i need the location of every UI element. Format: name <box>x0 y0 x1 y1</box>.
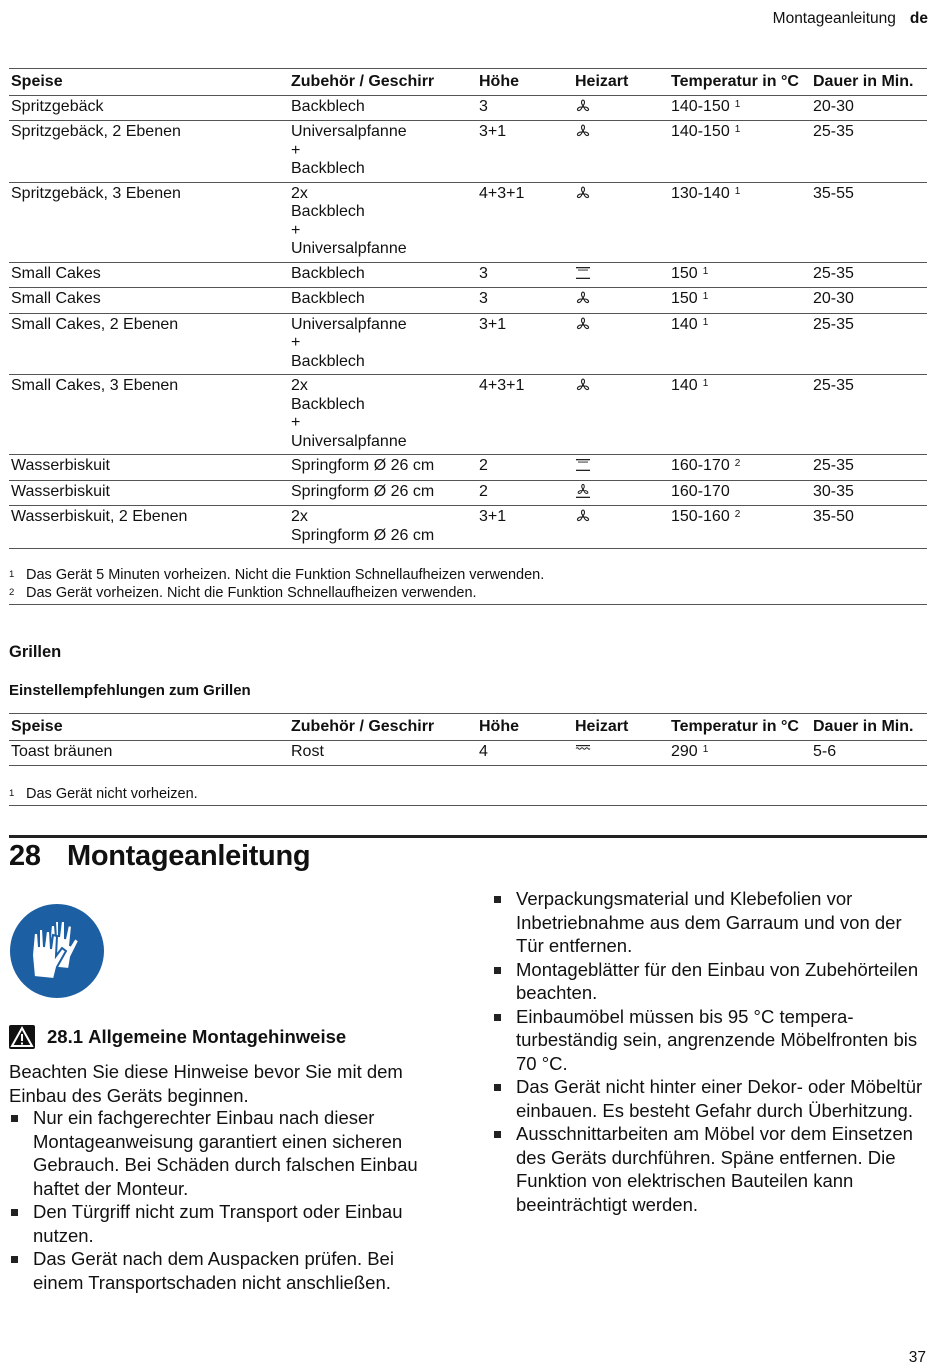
footnote-text: Das Gerät nicht vorheizen. <box>26 786 198 802</box>
zubehoer-line: + <box>291 221 301 239</box>
zubehoer-line: Backblech <box>291 160 365 177</box>
table-row <box>9 506 927 549</box>
cell-zubehoer <box>289 375 477 455</box>
grill-table-footnotes <box>9 785 927 806</box>
section-title-text: Montageanleitung <box>67 840 311 872</box>
temperature-value: 150 <box>671 264 698 282</box>
cell-temperatur <box>669 506 811 549</box>
cell-hoehe: 3+1 <box>477 121 573 183</box>
cell-heizart <box>573 375 669 455</box>
fan-heating-icon <box>575 377 591 393</box>
temperature-value: 150-160 <box>671 508 730 525</box>
zubehoer-line: Backblech <box>291 203 365 220</box>
footnote <box>9 584 927 602</box>
wear-gloves-icon <box>9 903 105 999</box>
table-row <box>9 480 927 506</box>
cell-speise: Toast bräunen <box>9 740 289 766</box>
intro-text: Beachten Sie diese Hinweise bevor Sie mit dem Einbau des Geräts beginnen. <box>9 1061 403 1106</box>
cell-temperatur <box>669 121 811 183</box>
cell-zubehoer <box>289 313 477 375</box>
subsection-title: Allgemeine Montagehinweise <box>88 1026 347 1047</box>
fan-bottom-heat-icon <box>575 483 591 499</box>
footnote-ref: 1 <box>702 378 709 389</box>
footnote <box>9 566 927 584</box>
zubehoer-line: Universalpfanne <box>291 315 407 333</box>
cell-speise: Wasserbiskuit <box>9 480 289 506</box>
zubehoer-line: Backblech <box>291 395 365 413</box>
temperature-value: 160-170 <box>671 457 730 474</box>
zubehoer-line: Backblech <box>291 97 365 115</box>
left-bullet-list <box>9 1106 449 1294</box>
cell-heizart <box>573 506 669 549</box>
section-rule <box>9 835 927 838</box>
cell-temperatur <box>669 455 811 481</box>
table-row <box>9 313 927 375</box>
cell-heizart <box>573 262 669 288</box>
zubehoer-line: + <box>291 141 301 159</box>
footnote-ref: 1 <box>702 743 709 755</box>
cell-zubehoer <box>289 182 477 262</box>
temperature-value: 150 <box>671 290 698 307</box>
cell-hoehe: 2 <box>477 480 573 506</box>
temperature-value: 160-170 <box>671 482 730 500</box>
table-row <box>9 95 927 121</box>
cell-dauer: 35-55 <box>811 182 927 262</box>
footnote-ref: 2 <box>734 509 741 520</box>
zubehoer-line: Springform Ø 26 cm <box>291 457 435 474</box>
top-bottom-heat-icon <box>575 265 591 281</box>
table-row <box>9 288 927 314</box>
cell-dauer: 20-30 <box>811 288 927 314</box>
cell-speise: Spritzgebäck, 2 Ebenen <box>9 121 289 183</box>
cell-hoehe: 2 <box>477 455 573 481</box>
cell-zubehoer <box>289 455 477 481</box>
page-number: 37 <box>908 1349 926 1366</box>
zubehoer-line: + <box>291 334 301 351</box>
footnote-number: 2 <box>9 587 15 598</box>
cell-dauer: 25-35 <box>811 455 927 481</box>
grillen-subheading: Einstellempfehlungen zum Grillen <box>9 682 251 699</box>
temperature-value: 140-150 <box>671 97 730 115</box>
zubehoer-line: Rost <box>291 742 324 760</box>
cell-heizart <box>573 455 669 481</box>
cell-hoehe: 3 <box>477 95 573 121</box>
column-header: Temperatur in °C <box>669 69 811 96</box>
baking-table-footnotes <box>9 566 927 605</box>
temperature-value: 140 <box>671 377 698 394</box>
column-header: Zubehör / Geschirr <box>289 714 477 741</box>
bullet-item: Montageblätter für den Einbau von Zubehörteilen beachten. <box>492 958 928 1005</box>
cell-heizart <box>573 182 669 262</box>
cell-zubehoer <box>289 288 477 314</box>
header-lang: de <box>909 10 928 27</box>
bullet-item: Das Gerät nach dem Auspacken prüfen. Bei einem Transportschaden nicht anschließen. <box>9 1247 449 1294</box>
cell-heizart <box>573 121 669 183</box>
table-row <box>9 740 927 766</box>
subsection-heading <box>9 1025 346 1049</box>
footnote-ref: 1 <box>734 98 741 110</box>
full-grill-icon <box>575 743 591 759</box>
cell-speise: Small Cakes <box>9 262 289 288</box>
column-header: Speise <box>9 714 289 741</box>
table-row <box>9 182 927 262</box>
section-number: 28 <box>9 840 41 872</box>
zubehoer-line: Universalpfanne <box>291 123 407 140</box>
bullet-item: Verpackungsmaterial und Klebefolien vor Inbetriebnahme aus dem Garraum und von der Tür entfernen. <box>492 887 928 958</box>
table-row <box>9 121 927 183</box>
cell-dauer: 35-50 <box>811 506 927 549</box>
temperature-value: 140 <box>671 315 698 333</box>
temperature-value: 140-150 <box>671 123 730 140</box>
column-header: Höhe <box>477 69 573 96</box>
bullet-item: Nur ein fachgerechter Einbau nach dieser Montageanweisung garantiert einen sicheren Gebrauch. Bei Schäden durch falschen Einbau haftet der Monteur. <box>9 1106 449 1200</box>
cell-hoehe: 4+3+1 <box>477 182 573 262</box>
cell-speise: Spritzgebäck <box>9 95 289 121</box>
cell-zubehoer <box>289 740 477 766</box>
column-header: Höhe <box>477 714 573 741</box>
cell-zubehoer <box>289 262 477 288</box>
cell-speise: Spritzgebäck, 3 Ebenen <box>9 182 289 262</box>
cell-zubehoer <box>289 480 477 506</box>
zubehoer-line: Backblech <box>291 352 365 370</box>
temperature-value: 290 <box>671 742 698 760</box>
cell-temperatur <box>669 182 811 262</box>
footnote <box>9 785 927 803</box>
table-row <box>9 375 927 455</box>
cell-heizart <box>573 480 669 506</box>
cell-hoehe: 3 <box>477 262 573 288</box>
header-section: Montageanleitung <box>772 10 896 27</box>
footnote-ref: 1 <box>702 316 709 328</box>
cell-temperatur <box>669 740 811 766</box>
zubehoer-line: 2x <box>291 508 308 525</box>
column-header: Heizart <box>573 69 669 96</box>
cell-dauer: 25-35 <box>811 121 927 183</box>
fan-heating-icon <box>575 98 591 114</box>
cell-dauer: 25-35 <box>811 313 927 375</box>
zubehoer-line: Backblech <box>291 290 365 307</box>
cell-dauer: 25-35 <box>811 375 927 455</box>
table-row <box>9 455 927 481</box>
cell-heizart <box>573 740 669 766</box>
footnote-ref: 2 <box>734 458 741 469</box>
cell-heizart <box>573 95 669 121</box>
cell-speise: Small Cakes <box>9 288 289 314</box>
cell-hoehe: 3 <box>477 288 573 314</box>
zubehoer-line: Universalpfanne <box>291 432 407 450</box>
cell-speise: Small Cakes, 2 Ebenen <box>9 313 289 375</box>
cell-temperatur <box>669 375 811 455</box>
cell-heizart <box>573 288 669 314</box>
cell-dauer: 25-35 <box>811 262 927 288</box>
footnote-ref: 1 <box>734 124 741 135</box>
footnote-ref: 1 <box>702 265 709 277</box>
cell-temperatur <box>669 262 811 288</box>
cell-hoehe: 4+3+1 <box>477 375 573 455</box>
cell-speise: Small Cakes, 3 Ebenen <box>9 375 289 455</box>
cell-dauer: 20-30 <box>811 95 927 121</box>
cell-hoehe: 4 <box>477 740 573 766</box>
zubehoer-line: Springform Ø 26 cm <box>291 482 435 500</box>
grill-table <box>9 713 927 766</box>
cell-hoehe: 3+1 <box>477 313 573 375</box>
column-header: Dauer in Min. <box>811 69 927 96</box>
running-header <box>773 10 928 28</box>
zubehoer-line: Backblech <box>291 264 365 282</box>
grillen-heading: Grillen <box>9 643 62 661</box>
cell-heizart <box>573 313 669 375</box>
cell-temperatur <box>669 95 811 121</box>
zubehoer-line: + <box>291 414 301 431</box>
cell-speise: Wasserbiskuit, 2 Ebenen <box>9 506 289 549</box>
fan-heating-icon <box>575 185 591 201</box>
fan-heating-icon <box>575 290 591 306</box>
fan-heating-icon <box>575 316 591 332</box>
bullet-item: Ausschnittarbeiten am Möbel vor dem Einsetzen des Geräts durchführen. Späne entfernen. Die Funktion von elektrischen Bauteilen kann beeinträchtigt werden. <box>492 1122 928 1216</box>
top-bottom-heat-icon <box>575 457 591 473</box>
section-title <box>9 840 310 873</box>
footnote-text: Das Gerät vorheizen. Nicht die Funktion Schnellaufheizen verwenden. <box>26 585 477 601</box>
bullet-item: Das Gerät nicht hinter einer Dekor- oder Möbeltür einbauen. Es besteht Gefahr durch Überhitzung. <box>492 1075 928 1122</box>
cell-temperatur <box>669 480 811 506</box>
zubehoer-line: Springform Ø 26 cm <box>291 526 435 544</box>
footnote-number: 1 <box>9 569 15 580</box>
footnote-ref: 1 <box>734 185 741 197</box>
column-header: Speise <box>9 69 289 96</box>
fan-heating-icon <box>575 508 591 524</box>
cell-zubehoer <box>289 121 477 183</box>
cell-temperatur <box>669 313 811 375</box>
baking-table <box>9 68 927 549</box>
cell-temperatur <box>669 288 811 314</box>
column-header: Zubehör / Geschirr <box>289 69 477 96</box>
column-header: Heizart <box>573 714 669 741</box>
warning-icon <box>9 1025 35 1049</box>
footnote-text: Das Gerät 5 Minuten vorheizen. Nicht die Funktion Schnellaufheizen verwenden. <box>26 567 545 583</box>
fan-heating-icon <box>575 123 591 139</box>
footnote-ref: 1 <box>702 291 709 302</box>
zubehoer-line: 2x <box>291 184 308 202</box>
zubehoer-line: 2x <box>291 377 308 394</box>
zubehoer-line: Universalpfanne <box>291 240 407 257</box>
cell-dauer: 5-6 <box>811 740 927 766</box>
bullet-item: Einbaumöbel müssen bis 95 °C temperaturbeständig sein, angrenzende Möbelfronten bis 70 °C. <box>492 1005 928 1076</box>
footnote-number: 1 <box>9 788 15 799</box>
cell-hoehe: 3+1 <box>477 506 573 549</box>
cell-speise: Wasserbiskuit <box>9 455 289 481</box>
subsection-number: 28.1 <box>47 1026 84 1047</box>
column-header: Temperatur in °C <box>669 714 811 741</box>
right-bullet-list <box>492 887 928 1216</box>
cell-zubehoer <box>289 95 477 121</box>
bullet-item: Den Türgriff nicht zum Transport oder Einbau nutzen. <box>9 1200 449 1247</box>
temperature-value: 130-140 <box>671 184 730 202</box>
column-header: Dauer in Min. <box>811 714 927 741</box>
cell-dauer: 30-35 <box>811 480 927 506</box>
table-row <box>9 262 927 288</box>
cell-zubehoer <box>289 506 477 549</box>
